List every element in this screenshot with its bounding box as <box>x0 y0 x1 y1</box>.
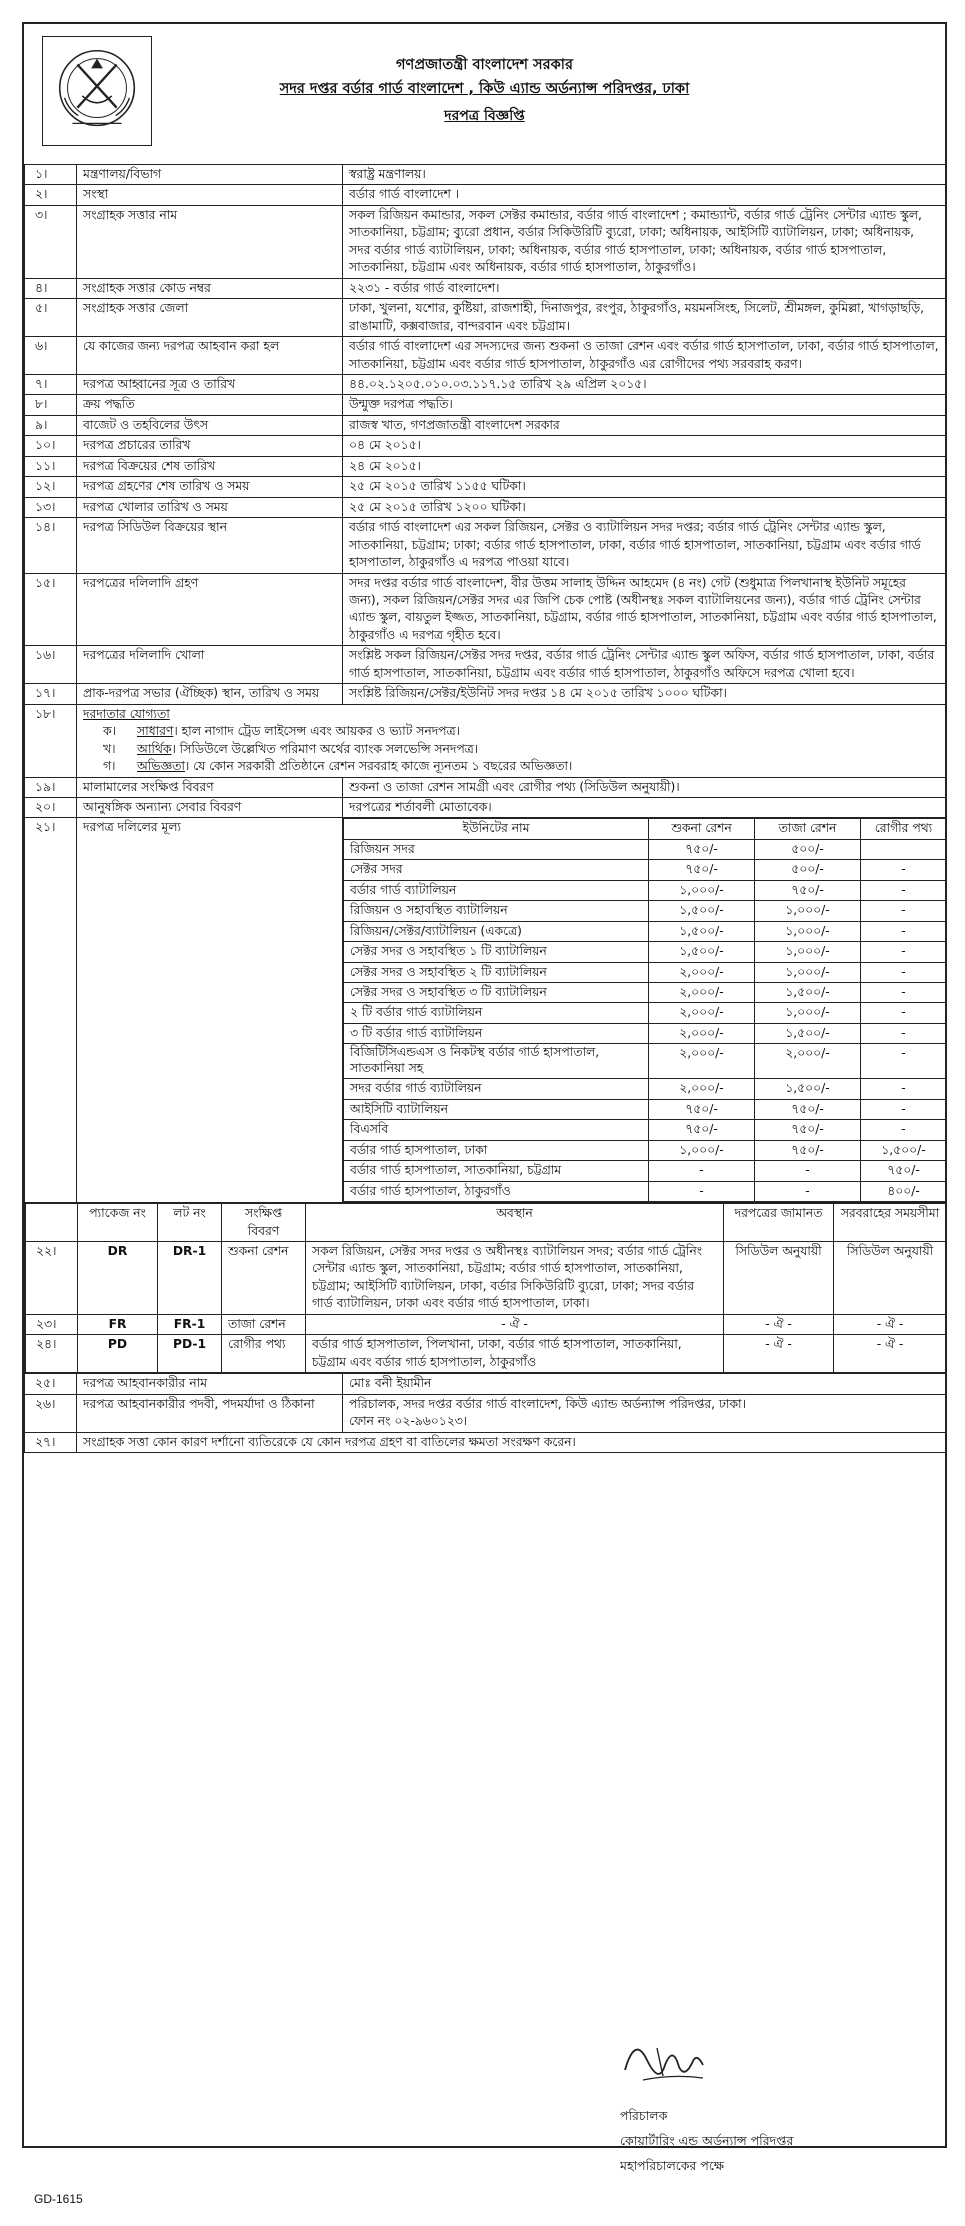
unit-name: ৩ টি বর্ডার গার্ড ব্যাটালিয়ন <box>344 1023 649 1043</box>
tender-security: - ঐ - <box>724 1335 834 1373</box>
price-data-row <box>344 1099 947 1119</box>
price-data-row <box>344 839 947 859</box>
row-label: আনুষঙ্গিক অন্যান্য সেবার বিবরণ <box>77 797 343 817</box>
row-number: ১৬। <box>25 646 77 684</box>
document-code: GD-1615 <box>34 2192 83 2206</box>
price-data-row <box>344 942 947 962</box>
final-row <box>25 1432 946 1452</box>
row-label: প্রাক-দরপত্র সভার (ঐচ্ছিক) স্থান, তারিখ ও সময় <box>77 684 343 704</box>
row-label: সংস্থা <box>77 185 343 205</box>
price-value: ৭৫০/- <box>861 1161 947 1181</box>
price-value: - <box>861 983 947 1003</box>
short-description: রোগীর পথ্য <box>222 1335 306 1373</box>
row-value: ০৪ মে ২০১৫। <box>343 436 946 456</box>
price-value: - <box>861 1044 947 1079</box>
row-value: ২৪ মে ২০১৫। <box>343 456 946 476</box>
row-number: ৪। <box>25 278 77 298</box>
header <box>24 24 945 164</box>
packages-header-cell: প্যাকেজ নং <box>78 1204 158 1242</box>
info-row <box>25 299 946 337</box>
row-label: সংগ্রাহক সত্তার নাম <box>77 205 343 278</box>
qualification-title: আর্থিক <box>137 741 172 756</box>
row-number: ৩। <box>25 205 77 278</box>
price-data-row <box>344 1140 947 1160</box>
info-row <box>25 497 946 517</box>
unit-name: রিজিয়ন/সেক্টর/ব্যাটালিয়ন (একত্রে) <box>344 921 649 941</box>
price-header-row <box>344 819 947 839</box>
price-value: - <box>861 880 947 900</box>
location: - ঐ - <box>306 1314 724 1334</box>
row-number: ১০। <box>25 436 77 456</box>
row-value: সংশ্লিষ্ট রিজিয়ন/সেক্টর/ইউনিট সদর দপ্তর ১৪ মে ২০১৫ তারিখ ১০০০ ঘটিকা। <box>343 684 946 704</box>
price-value: ৫০০/- <box>755 860 861 880</box>
price-value: ২,০০০/- <box>649 962 755 982</box>
info-row <box>25 415 946 435</box>
lot-number: DR-1 <box>158 1241 222 1314</box>
row-number: ২৪। <box>26 1335 78 1373</box>
unit-name: বর্ডার গার্ড ব্যাটালিয়ন <box>344 880 649 900</box>
price-value: - <box>861 1079 947 1099</box>
qualification-text: । হাল নাগাদ ট্রেড লাইসেন্স এবং আয়কর ও ভ্যাট সনদপত্র। <box>173 724 460 739</box>
row-number: ১। <box>25 165 77 185</box>
package-number: PD <box>78 1335 158 1373</box>
qualification-letter: ক। <box>103 724 117 739</box>
packages-header-blank <box>26 1204 78 1242</box>
unit-name: বর্ডার গার্ড হাসপাতাল, ঢাকা <box>344 1140 649 1160</box>
info-row <box>25 518 946 573</box>
price-value: ১,০০০/- <box>755 1003 861 1023</box>
price-cell <box>343 818 946 1203</box>
package-row <box>26 1335 947 1373</box>
row-number: ২৫। <box>25 1374 77 1394</box>
row-label: সংগ্রাহক সত্তার জেলা <box>77 299 343 337</box>
row-number: ২২। <box>26 1241 78 1314</box>
row-value <box>343 1394 946 1432</box>
row-label: দরপত্র আহ্বানের সূত্র ও তারিখ <box>77 374 343 394</box>
unit-name: সেক্টর সদর ও সহাবস্থিত ৩ টি ব্যাটালিয়ন <box>344 983 649 1003</box>
row-number: ১১। <box>25 456 77 476</box>
packages-table <box>25 1203 947 1373</box>
packages-header-row <box>26 1204 947 1242</box>
info-row <box>25 374 946 394</box>
price-value: ১,৫০০/- <box>755 983 861 1003</box>
row-label: সংগ্রাহক সত্তার কোড নম্বর <box>77 278 343 298</box>
price-value: ১,০০০/- <box>755 962 861 982</box>
delivery-period: সিডিউল অনুযায়ী <box>834 1241 947 1314</box>
row-label: মন্ত্রণালয়/বিভাগ <box>77 165 343 185</box>
price-data-row <box>344 1161 947 1181</box>
price-header-cell: ইউনিটের নাম <box>344 819 649 839</box>
info-row <box>25 1394 946 1432</box>
row-label: বাজেট ও তহবিলের উৎস <box>77 415 343 435</box>
price-data-row <box>344 1044 947 1079</box>
price-value: ১,৫০০/- <box>755 1079 861 1099</box>
qualification-item <box>83 741 939 758</box>
unit-name: রিজিয়ন সদর <box>344 839 649 859</box>
row-label: দরপত্র দলিলের মূল্য <box>77 818 343 1203</box>
price-value: - <box>861 1120 947 1140</box>
row-value: স্বরাষ্ট্র মন্ত্রণালয়। <box>343 165 946 185</box>
unit-name: সেক্টর সদর ও সহাবস্থিত ১ টি ব্যাটালিয়ন <box>344 942 649 962</box>
price-data-row <box>344 1079 947 1099</box>
price-value: ৭৫০/- <box>755 880 861 900</box>
lot-number: PD-1 <box>158 1335 222 1373</box>
price-value: ৭৫০/- <box>649 839 755 859</box>
packages-cell <box>25 1203 946 1374</box>
row-label: ক্রয় পদ্ধতি <box>77 395 343 415</box>
row-label: দরপত্রের দলিলাদি গ্রহণ <box>77 573 343 646</box>
row-number: ৫। <box>25 299 77 337</box>
unit-name: আইসিটি ব্যাটালিয়ন <box>344 1099 649 1119</box>
row-number: ৭। <box>25 374 77 394</box>
row-label: দরপত্র প্রচারের তারিখ <box>77 436 343 456</box>
unit-name: ২ টি বর্ডার গার্ড ব্যাটালিয়ন <box>344 1003 649 1023</box>
packages-header-cell: সংক্ষিপ্ত বিবরণ <box>222 1204 306 1242</box>
packages-header-cell: লট নং <box>158 1204 222 1242</box>
price-value: ১,৫০০/- <box>649 942 755 962</box>
package-number: FR <box>78 1314 158 1334</box>
price-value: ১,০০০/- <box>755 921 861 941</box>
row-value: মোঃ বনী ইয়ামীন <box>343 1374 946 1394</box>
location: সকল রিজিয়ন, সেক্টর সদর দপ্তর ও অধীনস্থঃ ব্যাটালিয়ন সদর; বর্ডার গার্ড ট্রেনিং সেন্টার এ্যান্ড স্কুল, সাতকানিয়া, চট্টগ্রাম; বর্ডার গার্ড হাসপাতাল, সাতকানিয়া, চট্টগ্রাম; আইসিটি ব্যাটালিয়ন, ঢাকা, বর্ডার সিকিউরিটি ব্যুরো, ঢাকা; সদর বর্ডার গার্ড ব্যাটালিয়ন, ঢাকা এবং বর্ডার গার্ড হাসপাতাল, ঢাকা। <box>306 1241 724 1314</box>
price-value: ৭৫০/- <box>649 1120 755 1140</box>
price-value: ৫০০/- <box>755 839 861 859</box>
price-value: ৭৫০/- <box>649 860 755 880</box>
row-number: ১৪। <box>25 518 77 573</box>
price-value: - <box>861 1099 947 1119</box>
price-header-cell: শুকনা রেশন <box>649 819 755 839</box>
unit-name: রিজিয়ন ও সহাবস্থিত ব্যাটালিয়ন <box>344 901 649 921</box>
row-value: দরপত্রের শর্তাবলী মোতাবেক। <box>343 797 946 817</box>
info-row <box>25 477 946 497</box>
row-value: ২২৩১ - বর্ডার গার্ড বাংলাদেশ। <box>343 278 946 298</box>
price-data-row <box>344 983 947 1003</box>
package-row <box>26 1314 947 1334</box>
price-value: - <box>649 1161 755 1181</box>
info-row <box>25 278 946 298</box>
price-data-row <box>344 1181 947 1201</box>
signatory-department: কোয়ার্টারিং এন্ড অর্ডন্যান্স পরিদপ্তর <box>620 2133 794 2148</box>
price-data-row <box>344 1003 947 1023</box>
delivery-period: - ঐ - <box>834 1335 947 1373</box>
price-value: - <box>861 942 947 962</box>
packages-row <box>25 1203 946 1374</box>
tender-security: সিডিউল অনুযায়ী <box>724 1241 834 1314</box>
row-value: বর্ডার গার্ড বাংলাদেশ এর সকল রিজিয়ন, সেক্টর ও ব্যাটালিয়ন সদর দপ্তর; বর্ডার গার্ড ট্রেনিং সেন্টার এ্যান্ড স্কুল, সাতকানিয়া, চট্টগ্রাম; ঢাকা; বর্ডার গার্ড হাসপাতাল, ঢাকা, বর্ডার গার্ড হাসপাতাল, সাতকানিয়া, চট্টগ্রাম এবং বর্ডার গার্ড হাসপাতাল, ঠাকুরগাঁও এ দরপত্র পাওয়া যাবে। <box>343 518 946 573</box>
price-data-row <box>344 860 947 880</box>
price-value: ১,৫০০/- <box>649 921 755 941</box>
price-value: ৪০০/- <box>861 1181 947 1201</box>
row-number: ১৯। <box>25 777 77 797</box>
delivery-period: - ঐ - <box>834 1314 947 1334</box>
price-value: ১,০০০/- <box>755 942 861 962</box>
info-row <box>25 684 946 704</box>
row-label: দরপত্রের দলিলাদি খোলা <box>77 646 343 684</box>
tender-info-table <box>24 164 946 1453</box>
price-row <box>25 818 946 1203</box>
row-value: ২৫ মে ২০১৫ তারিখ ১২০০ ঘটিকা। <box>343 497 946 517</box>
price-data-row <box>344 901 947 921</box>
qualification-item <box>83 723 939 740</box>
signatory-on-behalf: মহাপরিচালকের পক্ষে <box>620 2158 725 2173</box>
row-value: সদর দপ্তর বর্ডার গার্ড বাংলাদেশ, বীর উত্তম সালাহ উদ্দিন আহমেদ (৪ নং) গেট (শুধুমাত্র পিলখানাস্থ ইউনিট সমূহের জন্য), সকল রিজিয়ন/সেক্টর সদর এর জিপি চেক পোষ্ট (অধীনস্থঃ সকল ব্যাটালিয়নের জন্য), বর্ডার গার্ড ট্রেনিং সেন্টার এ্যান্ড স্কুল, বায়তুল ইজ্জত, সাতকানিয়া, চট্টগ্রাম, বর্ডার গার্ড হাসপাতাল, সাতকানিয়া, চট্টগ্রাম এবং বর্ডার গার্ড হাসপাতাল, ঠাকুরগাঁও এ দরপত্র গৃহীত হবে। <box>343 573 946 646</box>
row-number: ১৮। <box>25 704 77 777</box>
price-value: ৭৫০/- <box>755 1140 861 1160</box>
row-label: দরপত্র আহবানকারীর নাম <box>77 1374 343 1394</box>
signature-mark <box>605 2030 725 2090</box>
price-value: ২,০০০/- <box>649 1003 755 1023</box>
row-value-line: ফোন নং ০২-৯৬০১২৩। <box>349 1414 468 1429</box>
row-number: ২৬। <box>25 1394 77 1432</box>
row-number: ৮। <box>25 395 77 415</box>
short-description: তাজা রেশন <box>222 1314 306 1334</box>
unit-name: সেক্টর সদর ও সহাবস্থিত ২ টি ব্যাটালিয়ন <box>344 962 649 982</box>
price-value: - <box>861 860 947 880</box>
qualification-text: । সিডিউলে উল্লেখিত পরিমাণ অর্থের ব্যাংক সলভেন্সি সনদপত্র। <box>171 741 479 756</box>
short-description: শুকনা রেশন <box>222 1241 306 1314</box>
notice-title: দরপত্র বিজ্ঞপ্তি <box>444 108 525 124</box>
qualification-cell <box>77 704 946 777</box>
row-label: দরপত্র গ্রহণের শেষ তারিখ ও সময় <box>77 477 343 497</box>
tender-security: - ঐ - <box>724 1314 834 1334</box>
row-label: মালামালের সংক্ষিপ্ত বিবরণ <box>77 777 343 797</box>
info-row <box>25 337 946 375</box>
row-number: ৯। <box>25 415 77 435</box>
unit-name: সদর বর্ডার গার্ড ব্যাটালিয়ন <box>344 1079 649 1099</box>
package-row <box>26 1241 947 1314</box>
row-value: বর্ডার গার্ড বাংলাদেশ এর সদস্যদের জন্য শুকনা ও তাজা রেশন এবং বর্ডার গার্ড হাসপাতাল, ঢাকা, বর্ডার গার্ড হাসপাতাল, সাতকানিয়া, চট্টগ্রাম এবং বর্ডার গার্ড হাসপাতাল, ঠাকুরগাঁও এর রোগীদের পথ্য সরবরাহ করণ। <box>343 337 946 375</box>
signatory-title: পরিচালক <box>620 2108 668 2123</box>
unit-name: বিজিটিসিএন্ডএস ও নিকটস্থ বর্ডার গার্ড হাসপাতাল, সাতকানিয়া সহ <box>344 1044 649 1079</box>
office-title: সদর দপ্তর বর্ডার গার্ড বাংলাদেশ , কিউ এ্যান্ড অর্ডন্যান্স পরিদপ্তর, ঢাকা <box>279 81 690 97</box>
row-number: ১২। <box>25 477 77 497</box>
lot-number: FR-1 <box>158 1314 222 1334</box>
price-value: - <box>861 1023 947 1043</box>
price-header-cell: রোগীর পথ্য <box>861 819 947 839</box>
row-number: ২৭। <box>25 1432 77 1452</box>
qualification-label: দরদাতার যোগ্যতা <box>83 706 170 721</box>
price-header-cell: তাজা রেশন <box>755 819 861 839</box>
row-value: ২৫ মে ২০১৫ তারিখ ১১৫৫ ঘটিকা। <box>343 477 946 497</box>
final-statement: সংগ্রাহক সত্তা কোন কারণ দর্শানো ব্যতিরেকে যে কোন দরপত্র গ্রহণ বা বাতিলের ক্ষমতা সংরক্ষণ করেন। <box>77 1432 946 1452</box>
row-label: দরপত্র আহবানকারীর পদবী, পদমর্যাদা ও ঠিকানা <box>77 1394 343 1432</box>
location: বর্ডার গার্ড হাসপাতাল, পিলখানা, ঢাকা, বর্ডার গার্ড হাসপাতাল, সাতকানিয়া, চট্টগ্রাম এবং বর্ডার গার্ড হাসপাতাল, ঠাকুরগাঁও <box>306 1335 724 1373</box>
price-value: ২,০০০/- <box>649 1079 755 1099</box>
info-row <box>25 573 946 646</box>
unit-name: বর্ডার গার্ড হাসপাতাল, সাতকানিয়া, চট্টগ্রাম <box>344 1161 649 1181</box>
government-title: গণপ্রজাতন্ত্রী বাংলাদেশ সরকার <box>396 57 573 73</box>
qualification-text: । যে কোন সরকারী প্রতিষ্ঠানে রেশন সরবরাহ কাজে ন্যূনতম ১ বছরের অভিজ্ঞতা। <box>184 759 573 774</box>
info-row <box>25 646 946 684</box>
row-value: রাজস্ব খাত, গণপ্রজাতন্ত্রী বাংলাদেশ সরকার <box>343 415 946 435</box>
qualification-item <box>83 758 939 775</box>
row-label: যে কাজের জন্য দরপত্র আহবান করা হল <box>77 337 343 375</box>
qualification-title: সাধারণ <box>137 724 174 739</box>
packages-header-cell: দরপত্রের জামানত <box>724 1204 834 1242</box>
info-row <box>25 205 946 278</box>
row-value: সকল রিজিয়ন কমান্ডার, সকল সেক্টর কমান্ডার, বর্ডার গার্ড বাংলাদেশ ; কমান্ড্যান্ট, বর্ডার গার্ড ট্রেনিং সেন্টার এ্যান্ড স্কুল, সাতকানিয়া, চট্টগ্রাম; ব্যুরো প্রধান, বর্ডার সিকিউরিটি ব্যুরো, ঢাকা; অধিনায়ক, আইসিটি ব্যাটালিয়ন, ঢাকা; অধিনায়ক, সদর বর্ডার গার্ড ব্যাটালিয়ন, ঢাকা; অধিনায়ক, বর্ডার গার্ড হাসপাতাল, ঢাকা; অধিনায়ক, বর্ডার গার্ড হাসপাতাল, সাতকানিয়া, চট্টগ্রাম এবং অধিনায়ক, বর্ডার গার্ড হাসপাতাল, ঠাকুরগাঁও। <box>343 205 946 278</box>
info-row <box>25 1374 946 1394</box>
price-value: - <box>755 1181 861 1201</box>
row-number: ২। <box>25 185 77 205</box>
row-label: দরপত্র সিডিউল বিক্রয়ের স্থান <box>77 518 343 573</box>
price-value: ২,০০০/- <box>649 1044 755 1079</box>
price-value: ১,৫০০/- <box>649 901 755 921</box>
row-value: বর্ডার গার্ড বাংলাদেশ । <box>343 185 946 205</box>
info-row <box>25 436 946 456</box>
price-value: ৭৫০/- <box>649 1099 755 1119</box>
row-number: ২০। <box>25 797 77 817</box>
row-label: দরপত্র বিক্রয়ের শেষ তারিখ <box>77 456 343 476</box>
info-row <box>25 777 946 797</box>
qualification-letter: গ। <box>103 759 116 774</box>
price-value: ২,০০০/- <box>649 1023 755 1043</box>
price-value: ২,০০০/- <box>649 983 755 1003</box>
qualification-letter: খ। <box>103 741 116 756</box>
price-value: ১,০০০/- <box>755 901 861 921</box>
price-value: - <box>649 1181 755 1201</box>
price-value: ১,০০০/- <box>649 880 755 900</box>
price-value: ২,০০০/- <box>755 1044 861 1079</box>
price-value <box>861 839 947 859</box>
price-data-row <box>344 1120 947 1140</box>
info-row <box>25 456 946 476</box>
price-value: ১,৫০০/- <box>861 1140 947 1160</box>
price-data-row <box>344 921 947 941</box>
row-value: ঢাকা, খুলনা, যশোর, কুষ্টিয়া, রাজশাহী, দিনাজপুর, রংপুর, ঠাকুরগাঁও, ময়মনসিংহ, সিলেট, শ্রীমঙ্গল, কুমিল্লা, খাগড়াছড়ি, রাঙামাটি, কক্সবাজার, বান্দরবান এবং চট্টগ্রাম। <box>343 299 946 337</box>
row-number: ১৫। <box>25 573 77 646</box>
packages-header-cell: অবস্থান <box>306 1204 724 1242</box>
price-value: ৭৫০/- <box>755 1120 861 1140</box>
row-number: ৬। <box>25 337 77 375</box>
price-value: - <box>755 1161 861 1181</box>
info-row <box>25 185 946 205</box>
price-value: - <box>861 962 947 982</box>
row-value: ৪৪.০২.১২০৫.০১০.০৩.১১৭.১৫ তারিখ ২৯ এপ্রিল ২০১৫। <box>343 374 946 394</box>
info-row <box>25 165 946 185</box>
price-data-row <box>344 962 947 982</box>
unit-name: বিএসবি <box>344 1120 649 1140</box>
info-row <box>25 395 946 415</box>
price-value: - <box>861 921 947 941</box>
price-value: ১,০০০/- <box>649 1140 755 1160</box>
row-number: ২৩। <box>26 1314 78 1334</box>
row-label: দরপত্র খোলার তারিখ ও সময় <box>77 497 343 517</box>
qualification-row <box>25 704 946 777</box>
price-value: - <box>861 1003 947 1023</box>
row-value-line: পরিচালক, সদর দপ্তর বর্ডার গার্ড বাংলাদেশ, কিউ এ্যান্ড অর্ডন্যান্স পরিদপ্তর, ঢাকা। <box>349 1396 746 1411</box>
row-number: ২১। <box>25 818 77 1203</box>
row-number: ১৭। <box>25 684 77 704</box>
row-value: শুকনা ও তাজা রেশন সামগ্রী এবং রোগীর পথ্য (সিডিউল অনুযায়ী)। <box>343 777 946 797</box>
price-value: ৭৫০/- <box>755 1099 861 1119</box>
row-number: ১৩। <box>25 497 77 517</box>
price-table <box>343 818 947 1202</box>
price-value: ১,৫০০/- <box>755 1023 861 1043</box>
price-value: - <box>861 901 947 921</box>
packages-header-cell: সরবরাহের সময়সীমা <box>834 1204 947 1242</box>
qualification-title: অভিজ্ঞতা <box>137 759 185 774</box>
unit-name: সেক্টর সদর <box>344 860 649 880</box>
unit-name: বর্ডার গার্ড হাসপাতাল, ঠাকুরগাঁও <box>344 1181 649 1201</box>
price-data-row <box>344 1023 947 1043</box>
row-value: উন্মুক্ত দরপত্র পদ্ধতি। <box>343 395 946 415</box>
price-data-row <box>344 880 947 900</box>
info-row <box>25 797 946 817</box>
row-value: সংশ্লিষ্ট সকল রিজিয়ন/সেক্টর সদর দপ্তর, বর্ডার গার্ড ট্রেনিং সেন্টার এ্যান্ড স্কুল অফিস, বর্ডার গার্ড হাসপাতাল, ঢাকা, বর্ডার গার্ড হাসপাতাল, সাতকানিয়া, চট্টগ্রাম এবং বর্ডার গার্ড হাসপাতাল, ঠাকুরগাঁও অফিসে দরপত্র খোলা হবে। <box>343 646 946 684</box>
package-number: DR <box>78 1241 158 1314</box>
